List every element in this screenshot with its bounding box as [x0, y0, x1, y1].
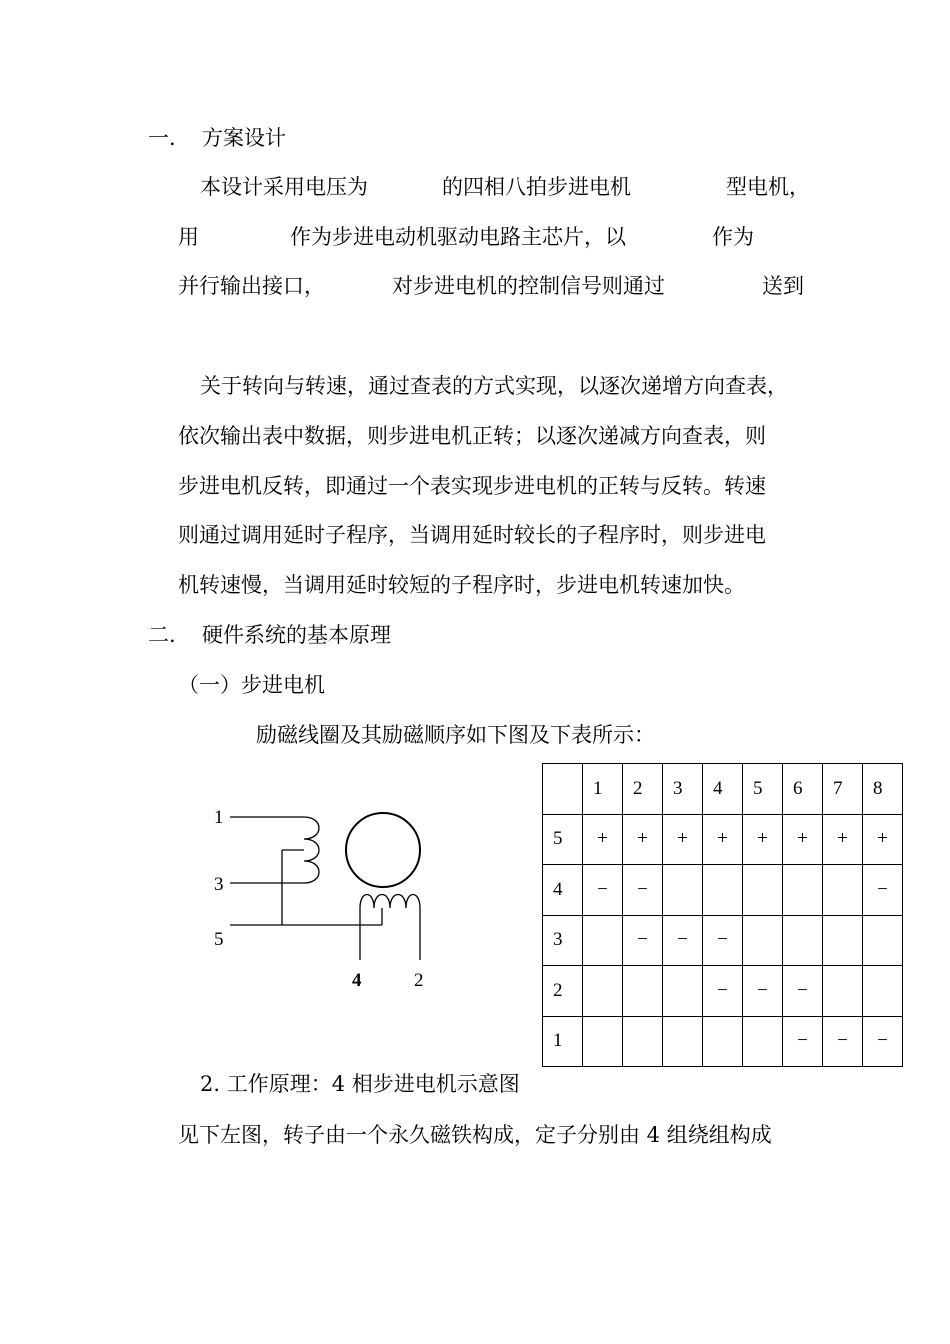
- text-segment: 并行输出接口，: [178, 274, 325, 298]
- table-cell: [863, 915, 903, 966]
- table-cell: [703, 1016, 743, 1067]
- table-cell: 6: [783, 764, 823, 815]
- table-cell: 5: [543, 814, 583, 865]
- terminal-label: 5: [214, 929, 224, 950]
- terminal-label: 3: [214, 874, 224, 895]
- table-cell: [663, 966, 703, 1017]
- table-cell: [863, 966, 903, 1017]
- table-row: [543, 915, 903, 966]
- table-cell: −: [703, 966, 743, 1017]
- excitation-table: [542, 763, 903, 1067]
- table-cell: [663, 1016, 703, 1067]
- table-cell: 3: [543, 915, 583, 966]
- table-row: [543, 1016, 903, 1067]
- table-cell: [823, 865, 863, 916]
- table-row: [543, 966, 903, 1017]
- working-principle-heading: 2. 工作原理：4 相步进电机示意图: [200, 1072, 520, 1096]
- table-cell: +: [743, 814, 783, 865]
- table-cell: 1: [543, 1016, 583, 1067]
- table-cell: 3: [663, 764, 703, 815]
- table-cell: [703, 865, 743, 916]
- table-cell: [663, 865, 703, 916]
- table-cell: [743, 1016, 783, 1067]
- section1-number: 一.: [148, 126, 176, 150]
- table-cell: [823, 966, 863, 1017]
- paragraph-line: 步进电机反转，即通过一个表实现步进电机的正转与反转。转速: [178, 474, 766, 498]
- table-cell: −: [863, 865, 903, 916]
- table-cell: −: [623, 865, 663, 916]
- table-cell: +: [823, 814, 863, 865]
- table-cell: +: [783, 814, 823, 865]
- table-cell: −: [783, 1016, 823, 1067]
- table-cell: 2: [543, 966, 583, 1017]
- text-segment: 的四相八拍步进电机: [442, 175, 631, 199]
- text-segment: 对步进电机的控制信号则通过: [392, 274, 665, 298]
- table-cell: 4: [703, 764, 743, 815]
- text-segment: 本设计采用电压为: [200, 175, 368, 199]
- terminal-label: 2: [414, 970, 424, 991]
- table-cell: [783, 915, 823, 966]
- text-segment: 用: [178, 225, 199, 249]
- table-cell: −: [703, 915, 743, 966]
- table-cell: [743, 865, 783, 916]
- paragraph-line: 机转速慢，当调用延时较短的子程序时，步进电机转速加快。: [178, 573, 745, 597]
- table-cell: +: [703, 814, 743, 865]
- table-cell: +: [623, 814, 663, 865]
- table-cell: −: [663, 915, 703, 966]
- table-cell: +: [863, 814, 903, 865]
- table-cell: +: [663, 814, 703, 865]
- table-header-row: [543, 764, 903, 815]
- text-segment: 送到: [762, 274, 804, 298]
- table-cell: [543, 764, 583, 815]
- table-cell: −: [823, 1016, 863, 1067]
- table-cell: −: [783, 966, 823, 1017]
- table-cell: 7: [823, 764, 863, 815]
- table-cell: [583, 1016, 623, 1067]
- subsection-title: （一）步进电机: [178, 673, 325, 697]
- table-cell: [623, 1016, 663, 1067]
- table-cell: 4: [543, 865, 583, 916]
- text-segment: 作为: [712, 225, 754, 249]
- table-cell: [623, 966, 663, 1017]
- table-cell: [823, 915, 863, 966]
- table-row: [543, 814, 903, 865]
- table-cell: −: [743, 966, 783, 1017]
- table-cell: [743, 915, 783, 966]
- section2-number: 二.: [148, 623, 176, 647]
- table-cell: [583, 966, 623, 1017]
- coil-diagram: [200, 790, 440, 1000]
- terminal-label: 4: [352, 970, 362, 991]
- table-cell: 5: [743, 764, 783, 815]
- table-cell: 2: [623, 764, 663, 815]
- section1-title: 方案设计: [202, 126, 286, 150]
- text-segment: 型电机，: [726, 175, 810, 199]
- figure-caption: 励磁线圈及其励磁顺序如下图及下表所示：: [256, 723, 655, 747]
- table-cell: [583, 915, 623, 966]
- table-cell: −: [583, 865, 623, 916]
- terminal-label: 1: [214, 807, 224, 828]
- table-cell: [783, 865, 823, 916]
- section2-title: 硬件系统的基本原理: [202, 623, 391, 647]
- paragraph-line: 依次输出表中数据，则步进电机正转；以逐次递减方向查表，则: [178, 424, 766, 448]
- paragraph-line: 见下左图，转子由一个永久磁铁构成，定子分别由 4 组绕组构成: [178, 1123, 772, 1147]
- table-cell: −: [623, 915, 663, 966]
- table-cell: +: [583, 814, 623, 865]
- paragraph-line: 关于转向与转速，通过查表的方式实现，以逐次递增方向查表，: [200, 374, 788, 398]
- text-segment: 作为步进电动机驱动电路主芯片，以: [290, 225, 626, 249]
- table-cell: 8: [863, 764, 903, 815]
- table-cell: 1: [583, 764, 623, 815]
- table-row: [543, 865, 903, 916]
- table-cell: −: [863, 1016, 903, 1067]
- paragraph-line: 则通过调用延时子程序，当调用延时较长的子程序时，则步进电: [178, 523, 766, 547]
